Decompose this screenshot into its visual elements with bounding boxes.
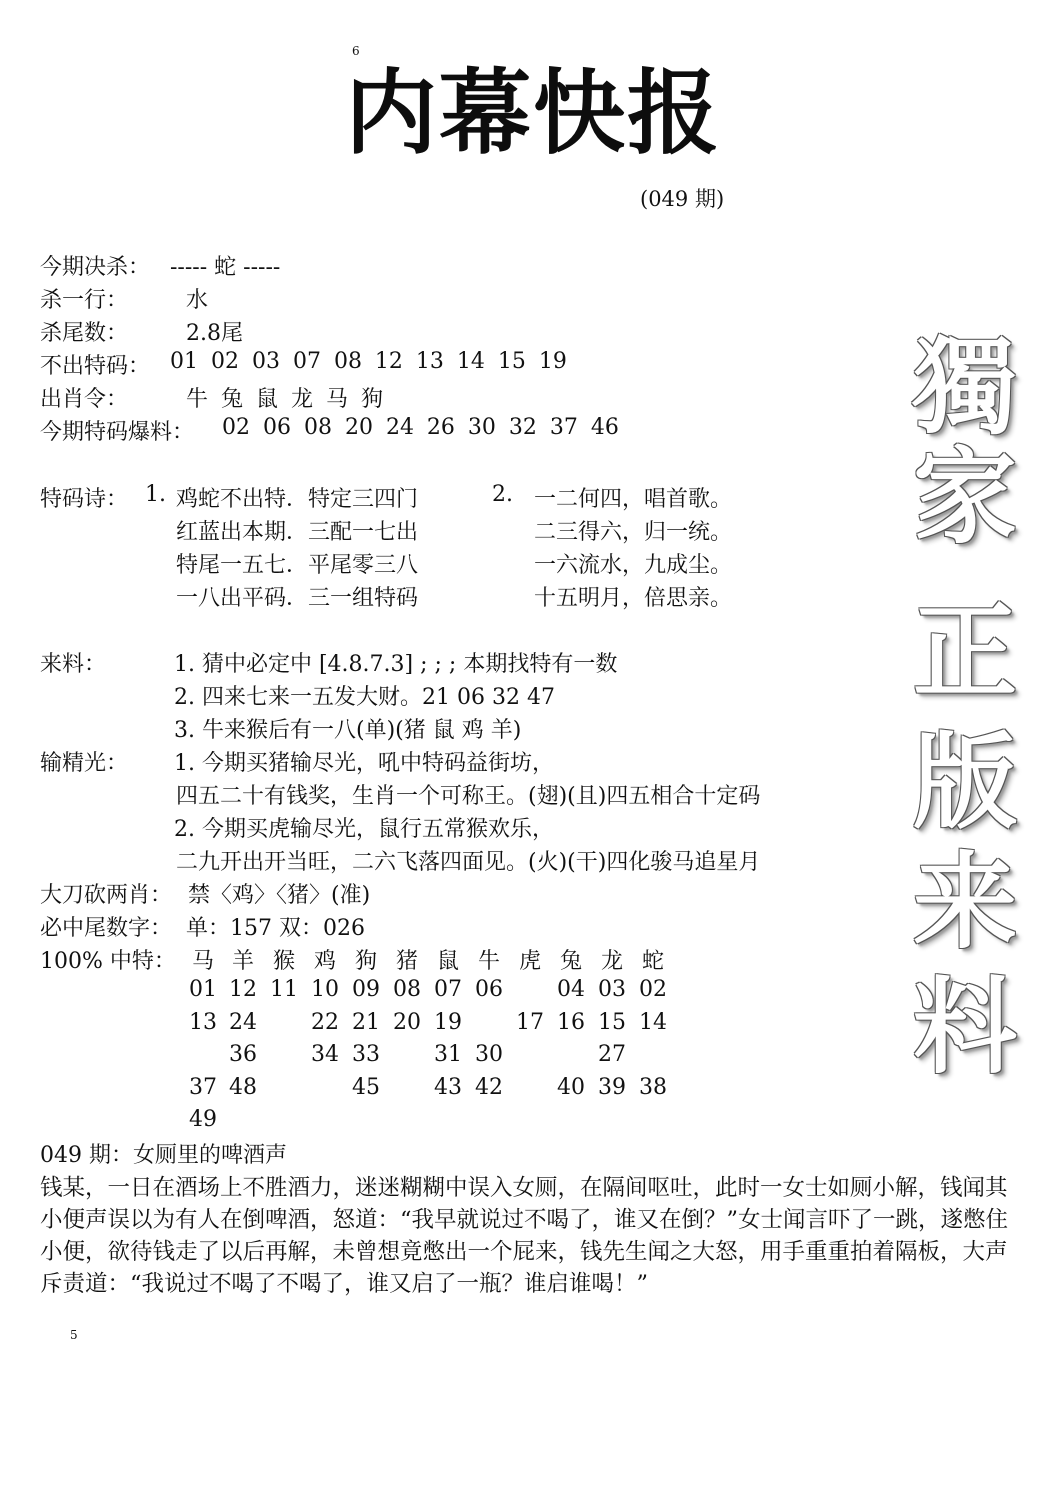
poem-left-line: 特尾一五七．平尾零三八 (176, 553, 419, 578)
number-cell: 14 (639, 1009, 667, 1035)
number-cell: 37 (189, 1074, 217, 1100)
number-cell: 21 (352, 1009, 380, 1035)
leak-value: 02 06 08 20 24 26 30 32 37 46 (222, 415, 619, 440)
poem-right-line: 十五明月，倍思亲。 (534, 586, 733, 611)
number-cell: 33 (352, 1042, 380, 1067)
kill-tail-value: 2.8尾 (186, 321, 243, 346)
number-cell: 20 (393, 1009, 421, 1035)
number-cell: 45 (352, 1074, 380, 1100)
leak-label: 今期特码爆料： (40, 420, 195, 445)
page-title: 内幕快报 (345, 60, 722, 167)
poem-left-line: 鸡蛇不出特．特定三四门 (176, 487, 419, 512)
number-cell: 22 (311, 1009, 339, 1035)
poem-right-line: 一二何四，唱首歌。 (534, 487, 733, 512)
kill-row-label: 杀一行： (40, 288, 129, 313)
number-cell: 36 (229, 1042, 257, 1067)
number-cell: 38 (639, 1074, 667, 1100)
poem-left-line: 红蓝出本期．三配一七出 (176, 520, 419, 545)
zodiac-header: 猪 (395, 949, 418, 974)
poem-left-line: 一八出平码．三一组特码 (176, 586, 419, 611)
number-cell: 49 (189, 1107, 217, 1132)
number-cell: 39 (598, 1074, 626, 1100)
foot-mark: 5 (70, 1328, 78, 1342)
source-line: 2. 四来七来一五发大财。21 06 32 47 (174, 685, 555, 710)
zodiac-value: 牛 兔 鼠 龙 马 狗 (186, 387, 383, 412)
number-cell: 27 (598, 1042, 626, 1067)
number-cell: 24 (229, 1009, 257, 1035)
number-cell: 16 (557, 1009, 585, 1035)
number-cell: 01 (189, 977, 217, 1002)
number-cell: 08 (393, 977, 421, 1002)
number-cell: 04 (557, 977, 585, 1002)
zodiac-header: 牛 (477, 949, 500, 974)
story-body: 钱某，一日在酒场上不胜酒力，迷迷糊糊中误入女厕，在隔间呕吐，此时一女士如厕小解，钱闻其小便声误以为有人在倒啤酒，怒道：“我早就说过不喝了，谁又在倒？”女士闻言吓了一跳，遂憋住小便，欲待钱走了以后再解，未曾想竟憋出一个屁来，钱先生闻之大怒，用手重重拍着隔板，大声斥责道：“我说过不喝了不喝了，谁又启了一瓶？谁启谁喝！” (40, 1175, 1009, 1297)
story-title: 049 期：女厕里的啤酒声 (40, 1143, 287, 1168)
special100-label: 100% 中特： (40, 949, 176, 974)
number-cell: 12 (229, 977, 257, 1002)
side-banner-char: 正 (912, 590, 1017, 713)
side-banner-char: 版 (912, 720, 1017, 843)
poem-right-line: 一六流水，九成尘。 (534, 553, 733, 578)
kill-row-value: 水 (186, 288, 209, 313)
source-line: 3. 牛来猴后有一八(单)(猪 鼠 鸡 羊) (174, 718, 522, 743)
zodiac-header: 蛇 (641, 949, 664, 974)
number-cell: 09 (352, 977, 380, 1002)
poem-left-number: 1. (145, 482, 166, 507)
side-banner-char: 家 (912, 435, 1017, 558)
issue-number: (049 期) (640, 187, 725, 211)
source-line: 1. 猜中必定中 [4.8.7.3] ; ; ; 本期找特有一数 (174, 652, 618, 677)
side-banner-char: 来 (912, 840, 1017, 963)
lose-line: 2. 今期买虎输尽光，鼠行五常猴欢乐， (174, 817, 554, 842)
zodiac-header: 龙 (600, 949, 623, 974)
zodiac-header: 鸡 (313, 949, 336, 974)
number-cell: 13 (189, 1009, 217, 1035)
number-cell: 30 (475, 1042, 503, 1067)
number-cell: 34 (311, 1042, 339, 1067)
number-cell: 02 (639, 977, 667, 1002)
zodiac-label: 出肖令： (40, 387, 129, 412)
lose-line: 二九开出开当旺，二六飞落四面见。(火)(干)四化骏马追星月 (176, 850, 761, 875)
no-special-label: 不出特码： (40, 354, 151, 379)
knife-value: 禁〈鸡〉〈猪〉(准) (188, 883, 371, 908)
number-cell: 11 (270, 977, 298, 1002)
tail-digits-value: 单：157 双：026 (186, 916, 365, 941)
no-special-value: 01 02 03 07 08 12 13 14 15 19 (170, 349, 567, 374)
zodiac-header: 羊 (231, 949, 254, 974)
zodiac-header: 鼠 (436, 949, 459, 974)
zodiac-header: 兔 (559, 949, 582, 974)
number-cell: 19 (434, 1009, 462, 1035)
poem-right-line: 二三得六，归一统。 (534, 520, 733, 545)
kill-value: ----- 蛇 ----- (170, 255, 281, 280)
zodiac-header: 猴 (272, 949, 295, 974)
number-cell: 03 (598, 977, 626, 1002)
number-cell: 06 (475, 977, 503, 1002)
number-cell: 40 (557, 1074, 585, 1100)
source-label: 来料： (40, 652, 107, 677)
kill-label: 今期决杀： (40, 255, 151, 280)
number-cell: 43 (434, 1074, 462, 1100)
lose-line: 四五二十有钱奖，生肖一个可称王。(翅)(且)四五相合十定码 (176, 784, 761, 809)
knife-label: 大刀砍两肖： (40, 883, 173, 908)
lose-label: 输精光： (40, 751, 129, 776)
side-banner-char: 獨 (912, 325, 1017, 448)
number-cell: 07 (434, 977, 462, 1002)
kill-tail-label: 杀尾数： (40, 321, 129, 346)
poem-right-number: 2. (492, 482, 513, 507)
zodiac-header: 狗 (354, 949, 377, 974)
poem-label: 特码诗： (40, 487, 129, 512)
zodiac-header: 虎 (518, 949, 541, 974)
number-cell: 17 (516, 1009, 544, 1035)
number-cell: 15 (598, 1009, 626, 1035)
number-cell: 31 (434, 1042, 462, 1067)
zodiac-header: 马 (191, 949, 214, 974)
tail-digits-label: 必中尾数字： (40, 916, 173, 941)
page-mark: 6 (352, 44, 360, 58)
side-banner-char: 料 (912, 965, 1017, 1088)
number-cell: 48 (229, 1074, 257, 1100)
number-cell: 10 (311, 977, 339, 1002)
number-cell: 42 (475, 1074, 503, 1100)
lose-line: 1. 今期买猪输尽光，吼中特码益街坊， (174, 751, 554, 776)
